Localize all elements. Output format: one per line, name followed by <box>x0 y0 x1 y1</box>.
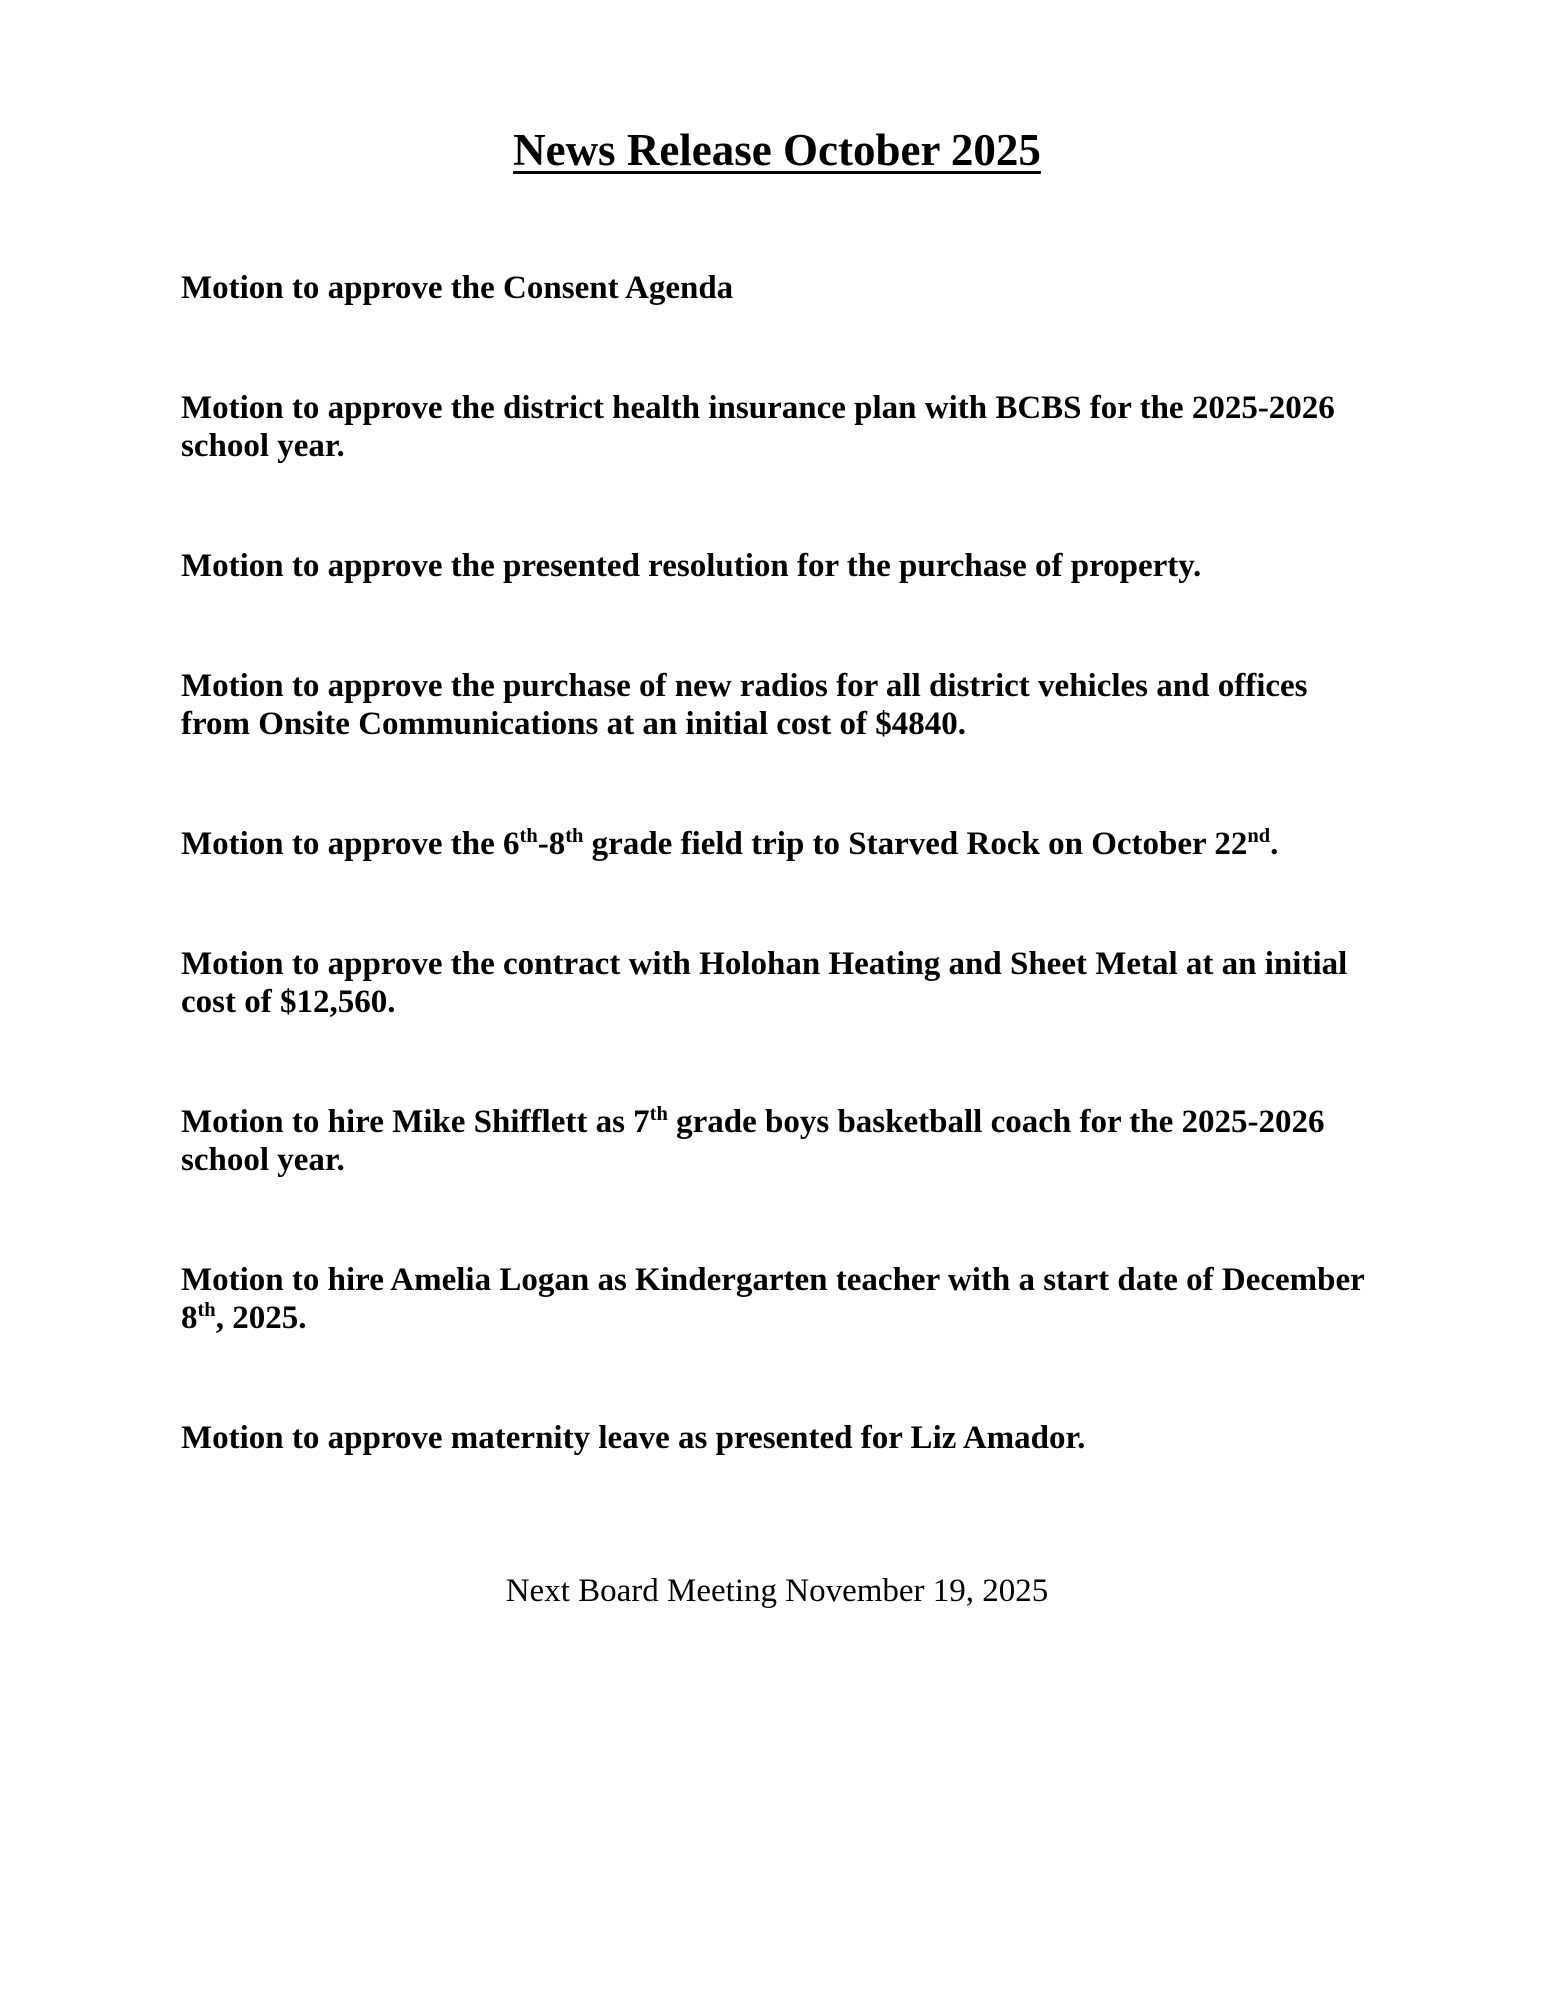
motion-text: -8 <box>537 825 566 862</box>
next-meeting-line: Next Board Meeting November 19, 2025 <box>505 1572 1049 1609</box>
ordinal-superscript: th <box>519 824 538 847</box>
motion-paragraph-9 <box>181 1419 1373 1457</box>
motion-paragraph-2 <box>181 389 1373 465</box>
motion-text: grade boys basketball coach for the 2025-2026 school year. <box>181 1103 1325 1178</box>
motion-text: Motion to approve the 6 <box>181 825 520 862</box>
motion-text: Motion to hire Mike Shifflett as 7 <box>181 1103 650 1140</box>
motion-paragraph-8 <box>181 1261 1373 1337</box>
motion-text: Motion to hire Amelia Logan as Kindergarten teacher with a start date of December 8 <box>181 1261 1365 1336</box>
motion-text: Motion to approve maternity leave as presented for Liz Amador. <box>181 1419 1086 1456</box>
motion-paragraph-7 <box>181 1103 1373 1179</box>
motion-text: Motion to approve the Consent Agenda <box>181 269 734 306</box>
motion-text: grade field trip to Starved Rock on October 22 <box>583 825 1248 862</box>
motion-text: Motion to approve the purchase of new radios for all district vehicles and offices from Onsite Communications at an initial cost of $4840. <box>181 667 1308 742</box>
ordinal-superscript: nd <box>1247 824 1271 847</box>
motion-paragraph-1 <box>181 269 1373 307</box>
ordinal-superscript: th <box>197 1298 216 1321</box>
motion-paragraph-4 <box>181 667 1373 743</box>
ordinal-superscript: th <box>565 824 584 847</box>
ordinal-superscript: th <box>649 1102 668 1125</box>
motion-text: Motion to approve the presented resolution for the purchase of property. <box>181 547 1202 584</box>
motion-text: Motion to approve the contract with Holohan Heating and Sheet Metal at an initial cost of $12,560. <box>181 945 1348 1020</box>
document-title: News Release October 2025 <box>513 125 1041 175</box>
document-body <box>181 269 1373 1457</box>
motion-paragraph-3 <box>181 547 1373 585</box>
motion-text: Motion to approve the district health insurance plan with BCBS for the 2025-2026 school year. <box>181 389 1335 464</box>
motion-paragraph-6 <box>181 945 1373 1021</box>
motion-text: . <box>1270 825 1279 862</box>
motion-paragraph-5 <box>181 825 1373 863</box>
motion-text: , 2025. <box>215 1299 307 1336</box>
